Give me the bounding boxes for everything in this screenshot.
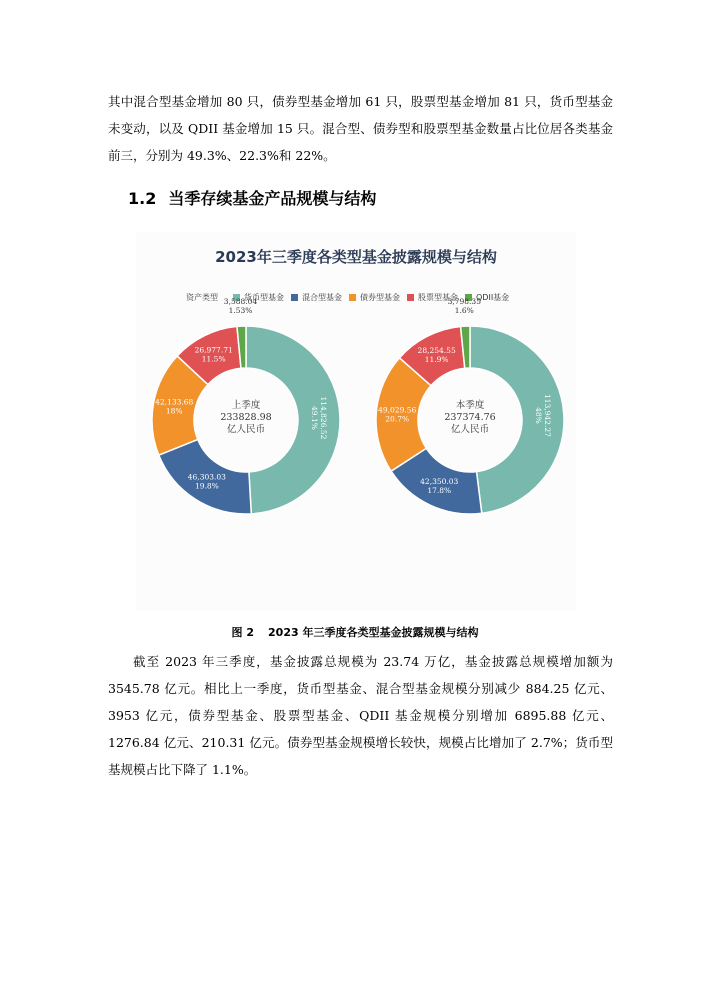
- donut-center-label: 上季度: [231, 400, 261, 411]
- figure-caption: [0, 624, 710, 640]
- data-label-percent: 19.8%: [194, 481, 219, 491]
- data-label-percent: 11.9%: [424, 355, 449, 365]
- intro-paragraph: 其中混合型基金增加 80 只，债券型基金增加 61 只，股票型基金增加 81 只，货币型基金未变动，以及 QDII 基金增加 15 只。混合型、债券型和股票型基金数量占比位居各类基金前三，分别为 49.3%、22.3%和 22%。: [108, 94, 613, 163]
- data-label-value: 114,826.52: [318, 396, 328, 440]
- data-label-value: 42,350.03: [420, 477, 459, 487]
- data-label-value: 3,588.04: [223, 297, 258, 307]
- data-label-percent: 1.53%: [228, 306, 253, 316]
- data-label-value: 28,254.55: [417, 346, 456, 356]
- data-label-value: 42,133.68: [155, 397, 194, 407]
- legend-label: QDII基金: [476, 293, 510, 302]
- data-label-value: 113,942.27: [542, 393, 552, 437]
- chart-title: 2023年三季度各类型基金披露规模与结构: [215, 248, 497, 266]
- data-label-percent: 17.8%: [427, 486, 452, 496]
- legend-label: 股票型基金: [418, 293, 458, 302]
- section-title: 当季存续基金产品规模与结构: [168, 189, 377, 208]
- donut-center-label: 本季度: [455, 400, 485, 411]
- data-label-value: 49,029.56: [378, 405, 417, 415]
- data-label: [448, 297, 482, 315]
- data-label: [224, 297, 258, 315]
- figure-number: 图 2: [231, 626, 255, 639]
- donut-center-label: 亿人民币: [450, 424, 490, 435]
- figure-donut-charts: [136, 232, 576, 610]
- data-label-percent: 48%: [533, 407, 543, 424]
- data-label-percent: 1.6%: [454, 306, 474, 316]
- data-label-percent: 49.1%: [309, 406, 319, 430]
- summary-paragraph: 截至 2023 年三季度，基金披露总规模为 23.74 万亿，基金披露总规模增加额为 3545.78 亿元。相比上一季度，货币型基金、混合型基金规模分别减少 884.25 亿元、3953 亿元，债券型基金、股票型基金、QDII 基金规模分别增加 6895.88 亿元、1276.84 亿元、210.31 亿元。债券型基金规模增长较快，规模占比增加了 2.7%；货币型基规模占比下降了 1.1%。: [108, 654, 613, 777]
- data-label-value: 46,303.03: [187, 472, 226, 482]
- donut-center-label: 237374.76: [444, 412, 496, 423]
- legend-label: 货币型基金: [244, 293, 284, 302]
- data-label-value: 3,798.35: [447, 297, 481, 307]
- donut-charts-svg: [136, 232, 576, 610]
- section-heading: [128, 186, 376, 209]
- data-label-value: 26,977.71: [194, 345, 233, 355]
- legend-label: 债券型基金: [360, 293, 400, 302]
- section-number: 1.2: [128, 189, 157, 208]
- legend-title: 资产类型: [186, 293, 218, 302]
- donut-center-label: 233828.98: [220, 412, 272, 423]
- data-label-percent: 11.5%: [201, 354, 226, 364]
- data-label-percent: 18%: [165, 406, 183, 416]
- figure-caption-text: 2023 年三季度各类型基金披露规模与结构: [268, 626, 479, 639]
- data-label-percent: 20.7%: [385, 414, 410, 424]
- donut-center-label: 亿人民币: [226, 424, 266, 435]
- legend-label: 混合型基金: [302, 293, 342, 302]
